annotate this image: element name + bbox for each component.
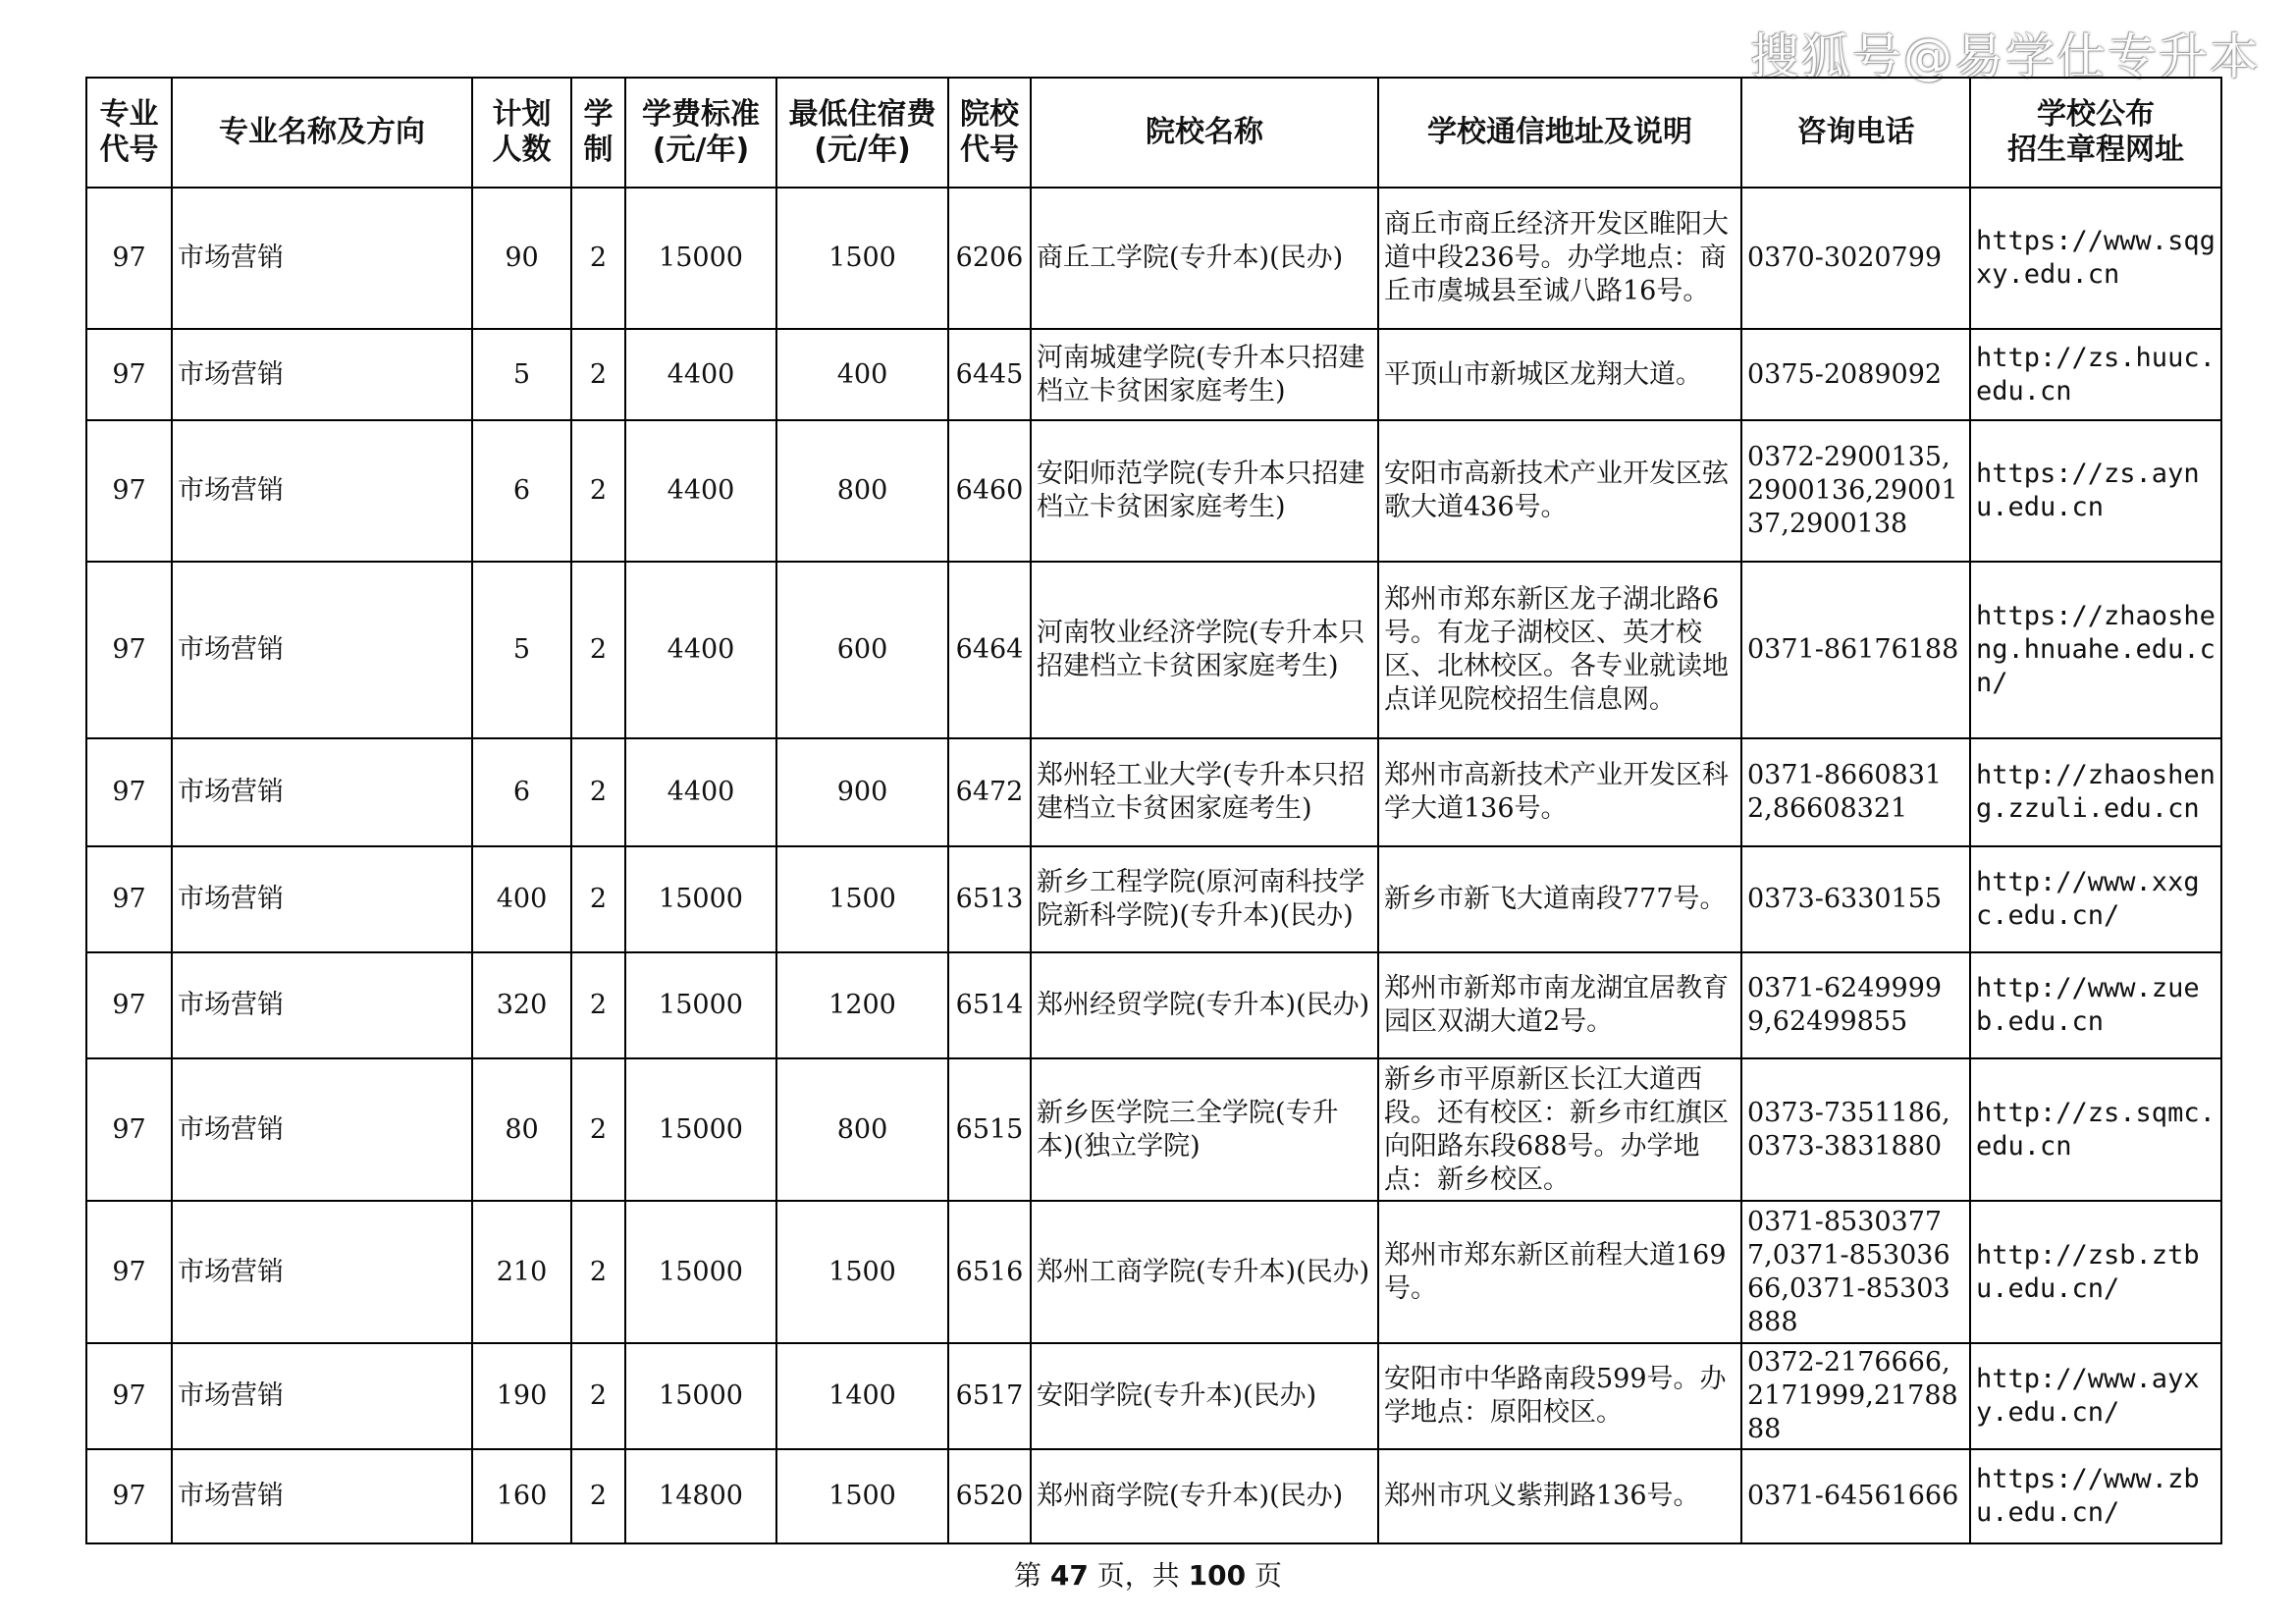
dorm-fee-cell: 1500: [776, 1201, 948, 1343]
study-years-cell: 2: [571, 952, 625, 1058]
address-cell: 郑州市高新技术产业开发区科学大道136号。: [1378, 738, 1741, 846]
major-code-cell: 97: [86, 738, 172, 846]
major-code-cell: 97: [86, 420, 172, 562]
school-name-cell: 郑州经贸学院(专升本)(民办): [1031, 952, 1378, 1058]
table-row: [86, 738, 2221, 846]
major-name-cell: 市场营销: [172, 329, 472, 420]
school-code-cell: 6514: [948, 952, 1031, 1058]
major-name-cell: 市场营销: [172, 846, 472, 952]
page-footer: 第 47 页，共 100 页: [1013, 1559, 1283, 1592]
plan-count-cell: 5: [472, 562, 571, 738]
address-cell: 安阳市高新技术产业开发区弦歌大道436号。: [1378, 420, 1741, 562]
table-row: [86, 420, 2221, 562]
dorm-fee-cell: 1500: [776, 188, 948, 329]
school-code-cell: 6513: [948, 846, 1031, 952]
website-cell[interactable]: http://www.ayxy.edu.cn/: [1970, 1343, 2221, 1449]
major-code-cell: 97: [86, 562, 172, 738]
address-cell: 郑州市郑东新区前程大道169号。: [1378, 1201, 1741, 1343]
major-code-cell: 97: [86, 846, 172, 952]
plan-count-cell: 210: [472, 1201, 571, 1343]
table-header: [86, 78, 2221, 188]
major-code-cell: 97: [86, 1201, 172, 1343]
dorm-fee-cell: 800: [776, 420, 948, 562]
major-name-cell: 市场营销: [172, 738, 472, 846]
tuition-cell: 4400: [625, 420, 776, 562]
address-cell: 安阳市中华路南段599号。办学地点：原阳校区。: [1378, 1343, 1741, 1449]
school-code-cell: 6472: [948, 738, 1031, 846]
dorm-fee-cell: 900: [776, 738, 948, 846]
admissions-table: [85, 77, 2222, 1544]
header-major-code: 专业 代号: [86, 78, 172, 188]
phone-cell: 0375-2089092: [1741, 329, 1970, 420]
major-name-cell: 市场营销: [172, 952, 472, 1058]
website-cell[interactable]: https://zs.aynu.edu.cn: [1970, 420, 2221, 562]
major-name-cell: 市场营销: [172, 1449, 472, 1543]
plan-count-cell: 320: [472, 952, 571, 1058]
tuition-cell: 4400: [625, 329, 776, 420]
school-code-cell: 6445: [948, 329, 1031, 420]
header-school-name: 院校名称: [1031, 78, 1378, 188]
school-code-cell: 6516: [948, 1201, 1031, 1343]
major-name-cell: 市场营销: [172, 1343, 472, 1449]
address-cell: 商丘市商丘经济开发区睢阳大道中段236号。办学地点：商丘市虞城县至诚八路16号。: [1378, 188, 1741, 329]
school-name-cell: 安阳学院(专升本)(民办): [1031, 1343, 1378, 1449]
dorm-fee-cell: 1500: [776, 1449, 948, 1543]
phone-cell: 0371-85303777,0371-85303666,0371-85303888: [1741, 1201, 1970, 1343]
website-cell[interactable]: http://zs.huuc.edu.cn: [1970, 329, 2221, 420]
header-address: 学校通信地址及说明: [1378, 78, 1741, 188]
school-name-cell: 河南城建学院(专升本只招建档立卡贫困家庭考生): [1031, 329, 1378, 420]
tuition-cell: 4400: [625, 562, 776, 738]
study-years-cell: 2: [571, 420, 625, 562]
study-years-cell: 2: [571, 1449, 625, 1543]
plan-count-cell: 400: [472, 846, 571, 952]
plan-count-cell: 160: [472, 1449, 571, 1543]
table-row: [86, 1449, 2221, 1543]
major-name-cell: 市场营销: [172, 1058, 472, 1201]
major-name-cell: 市场营销: [172, 188, 472, 329]
major-code-cell: 97: [86, 1449, 172, 1543]
tuition-cell: 4400: [625, 738, 776, 846]
table-row: [86, 1201, 2221, 1343]
phone-cell: 0371-62499999,62499855: [1741, 952, 1970, 1058]
header-school-code: 院校 代号: [948, 78, 1031, 188]
major-name-cell: 市场营销: [172, 562, 472, 738]
major-code-cell: 97: [86, 1343, 172, 1449]
table-row: [86, 952, 2221, 1058]
school-name-cell: 河南牧业经济学院(专升本只招建档立卡贫困家庭考生): [1031, 562, 1378, 738]
major-name-cell: 市场营销: [172, 1201, 472, 1343]
tuition-cell: 14800: [625, 1449, 776, 1543]
major-code-cell: 97: [86, 188, 172, 329]
dorm-fee-cell: 400: [776, 329, 948, 420]
website-cell[interactable]: http://zhaosheng.zzuli.edu.cn: [1970, 738, 2221, 846]
plan-count-cell: 6: [472, 420, 571, 562]
website-cell[interactable]: https://www.sqgxy.edu.cn: [1970, 188, 2221, 329]
address-cell: 郑州市新郑市南龙湖宜居教育园区双湖大道2号。: [1378, 952, 1741, 1058]
study-years-cell: 2: [571, 1201, 625, 1343]
phone-cell: 0372-2176666,2171999,2178888: [1741, 1343, 1970, 1449]
school-code-cell: 6206: [948, 188, 1031, 329]
watermark-text: 搜狐号@易学仕专升本: [1750, 28, 2261, 85]
school-name-cell: 郑州轻工业大学(专升本只招建档立卡贫困家庭考生): [1031, 738, 1378, 846]
header-tuition: 学费标准 (元/年): [625, 78, 776, 188]
school-code-cell: 6520: [948, 1449, 1031, 1543]
school-code-cell: 6517: [948, 1343, 1031, 1449]
study-years-cell: 2: [571, 738, 625, 846]
table-body: [86, 188, 2221, 1543]
address-cell: 新乡市平原新区长江大道西段。还有校区：新乡市红旗区向阳路东段688号。办学地点：新乡校区。: [1378, 1058, 1741, 1201]
study-years-cell: 2: [571, 1058, 625, 1201]
current-page-number: 47: [1049, 1559, 1089, 1592]
study-years-cell: 2: [571, 329, 625, 420]
header-phone: 咨询电话: [1741, 78, 1970, 188]
major-name-cell: 市场营销: [172, 420, 472, 562]
dorm-fee-cell: 1200: [776, 952, 948, 1058]
school-name-cell: 郑州工商学院(专升本)(民办): [1031, 1201, 1378, 1343]
tuition-cell: 15000: [625, 1058, 776, 1201]
address-cell: 郑州市郑东新区龙子湖北路6号。有龙子湖校区、英才校区、北林校区。各专业就读地点详见院校招生信息网。: [1378, 562, 1741, 738]
study-years-cell: 2: [571, 562, 625, 738]
phone-cell: 0370-3020799: [1741, 188, 1970, 329]
dorm-fee-cell: 1500: [776, 846, 948, 952]
plan-count-cell: 190: [472, 1343, 571, 1449]
tuition-cell: 15000: [625, 1201, 776, 1343]
address-cell: 郑州市巩义紫荆路136号。: [1378, 1449, 1741, 1543]
header-study-years: 学 制: [571, 78, 625, 188]
tuition-cell: 15000: [625, 188, 776, 329]
table-row: [86, 329, 2221, 420]
school-name-cell: 郑州商学院(专升本)(民办): [1031, 1449, 1378, 1543]
school-code-cell: 6515: [948, 1058, 1031, 1201]
header-major-name: 专业名称及方向: [172, 78, 472, 188]
school-name-cell: 安阳师范学院(专升本只招建档立卡贫困家庭考生): [1031, 420, 1378, 562]
table-row: [86, 562, 2221, 738]
address-cell: 平顶山市新城区龙翔大道。: [1378, 329, 1741, 420]
website-cell[interactable]: https://www.zbu.edu.cn/: [1970, 1449, 2221, 1543]
table-row: [86, 846, 2221, 952]
plan-count-cell: 90: [472, 188, 571, 329]
major-code-cell: 97: [86, 329, 172, 420]
plan-count-cell: 80: [472, 1058, 571, 1201]
phone-cell: 0372-2900135,2900136,2900137,2900138: [1741, 420, 1970, 562]
school-name-cell: 商丘工学院(专升本)(民办): [1031, 188, 1378, 329]
school-name-cell: 新乡医学院三全学院(专升本)(独立学院): [1031, 1058, 1378, 1201]
phone-cell: 0371-86176188: [1741, 562, 1970, 738]
table-row: [86, 1058, 2221, 1201]
header-plan-count: 计划 人数: [472, 78, 571, 188]
plan-count-cell: 5: [472, 329, 571, 420]
major-code-cell: 97: [86, 952, 172, 1058]
table-row: [86, 1343, 2221, 1449]
study-years-cell: 2: [571, 846, 625, 952]
plan-count-cell: 6: [472, 738, 571, 846]
phone-cell: 0373-7351186,0373-3831880: [1741, 1058, 1970, 1201]
phone-cell: 0371-86608312,86608321: [1741, 738, 1970, 846]
address-cell: 新乡市新飞大道南段777号。: [1378, 846, 1741, 952]
website-cell[interactable]: http://www.xxgc.edu.cn/: [1970, 846, 2221, 952]
header-website: 学校公布 招生章程网址: [1970, 78, 2221, 188]
header-dorm-fee: 最低住宿费 (元/年): [776, 78, 948, 188]
school-code-cell: 6460: [948, 420, 1031, 562]
dorm-fee-cell: 1400: [776, 1343, 948, 1449]
table-row: [86, 188, 2221, 329]
website-cell[interactable]: http://zs.sqmc.edu.cn: [1970, 1058, 2221, 1201]
website-cell[interactable]: http://www.zueb.edu.cn: [1970, 952, 2221, 1058]
tuition-cell: 15000: [625, 952, 776, 1058]
total-page-number: 100: [1188, 1559, 1247, 1592]
tuition-cell: 15000: [625, 846, 776, 952]
dorm-fee-cell: 800: [776, 1058, 948, 1201]
school-code-cell: 6464: [948, 562, 1031, 738]
phone-cell: 0373-6330155: [1741, 846, 1970, 952]
tuition-cell: 15000: [625, 1343, 776, 1449]
website-cell[interactable]: http://zsb.ztbu.edu.cn/: [1970, 1201, 2221, 1343]
major-code-cell: 97: [86, 1058, 172, 1201]
school-name-cell: 新乡工程学院(原河南科技学院新科学院)(专升本)(民办): [1031, 846, 1378, 952]
dorm-fee-cell: 600: [776, 562, 948, 738]
phone-cell: 0371-64561666: [1741, 1449, 1970, 1543]
website-cell[interactable]: https://zhaosheng.hnuahe.edu.cn/: [1970, 562, 2221, 738]
study-years-cell: 2: [571, 1343, 625, 1449]
study-years-cell: 2: [571, 188, 625, 329]
